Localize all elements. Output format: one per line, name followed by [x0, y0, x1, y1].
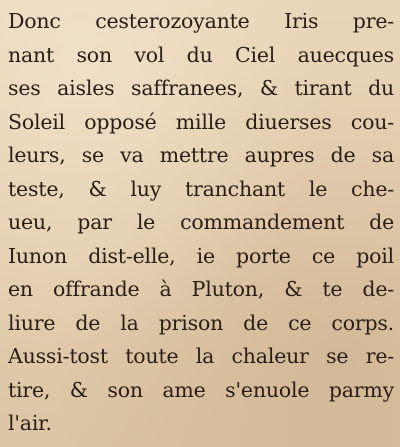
- text-line-10: liure de la prison de ce corps.: [8, 310, 394, 335]
- text-line-3: ses aisles saffranees, & tirant du: [8, 76, 394, 100]
- text-line-9: en offrande à Pluton, & te de-: [8, 277, 394, 301]
- text-line-7: ueu, par le commandement de: [8, 210, 394, 234]
- text-block: [8, 5, 394, 441]
- text-line-4: Soleil opposé mille diuerses cou-: [8, 109, 394, 134]
- text-line-6: teste, & luy tranchant le che-: [8, 176, 394, 201]
- text-line-11: Aussi-tost toute la chaleur se re-: [8, 344, 394, 368]
- text-line-8: Iunon dist-elle, ie porte ce poil: [8, 243, 394, 268]
- text-line-1: Donc cesterozoyante Iris pre-: [8, 9, 394, 33]
- text-line-5: leurs, se va mettre aupres de sa: [8, 143, 394, 167]
- text-line-2: nant son vol du Ciel auecques: [8, 42, 394, 67]
- text-line-13: l'air.: [8, 411, 52, 435]
- text-line-12: tire, & son ame s'enuole parmy: [8, 377, 394, 402]
